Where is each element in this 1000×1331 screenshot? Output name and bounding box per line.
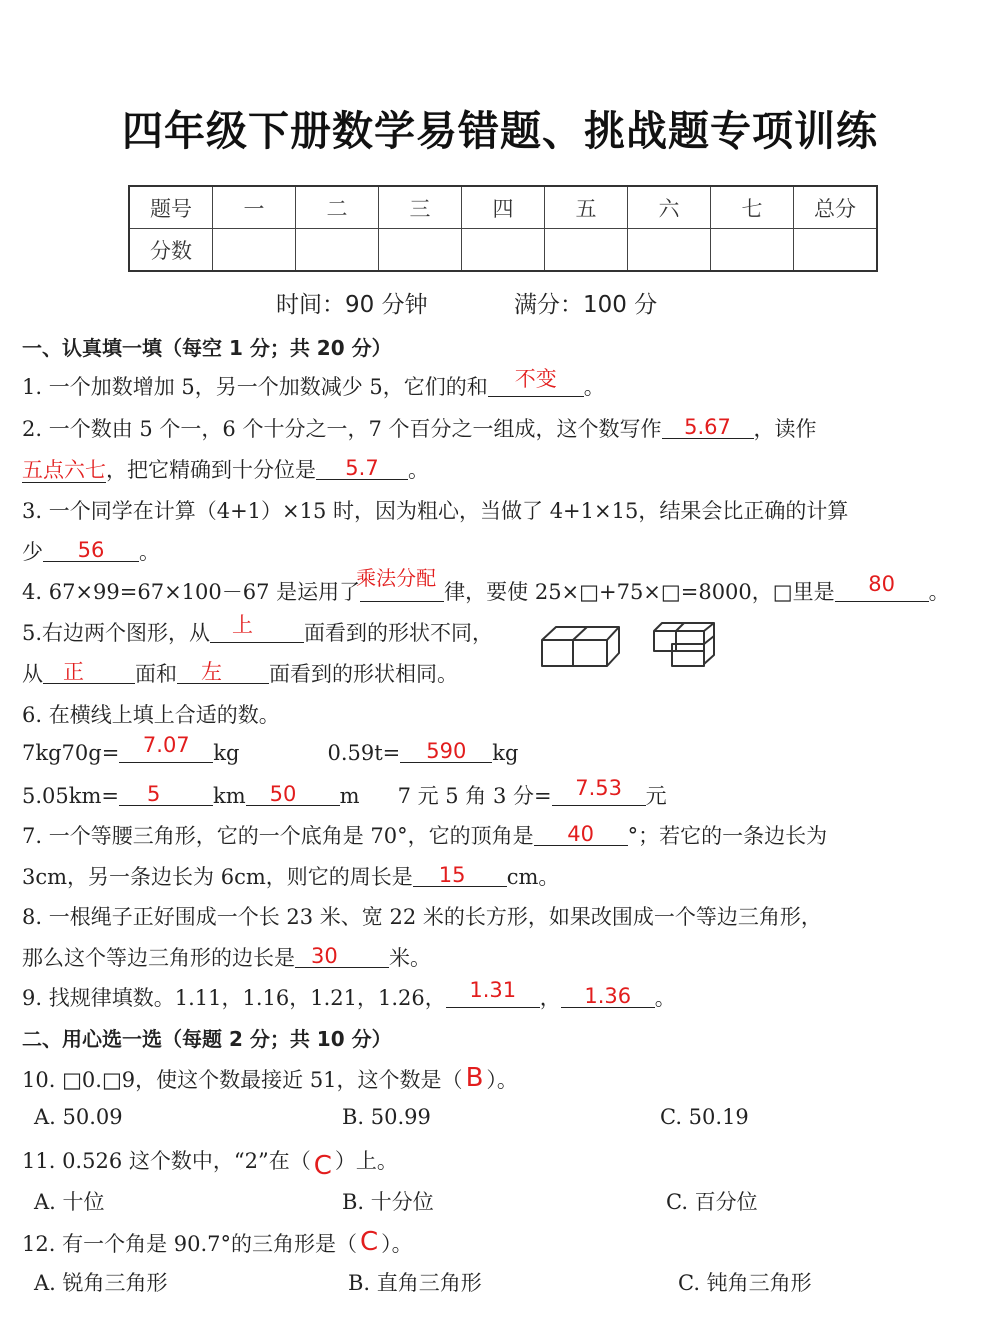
score-header-cell: 四 — [462, 186, 545, 229]
question-text: 7 元 5 角 3 分= — [397, 784, 552, 808]
score-table-score-row — [129, 229, 877, 272]
question-text: 0.59t= — [327, 741, 401, 765]
answer-blank[interactable] — [561, 985, 655, 1008]
score-header-cell: 题号 — [129, 186, 213, 229]
question-text: 4. 67×99=67×100－67 是运用了 — [22, 580, 361, 604]
handwritten-answer: 5.7 — [345, 456, 379, 480]
unit-label: 元 — [645, 784, 667, 808]
option-c[interactable]: C. 钝角三角形 — [678, 1271, 812, 1295]
question-7-line-1 — [22, 820, 827, 850]
answer-blank[interactable] — [210, 613, 304, 643]
question-text: 那么这个等边三角形的边长是 — [22, 946, 295, 970]
score-cell[interactable] — [379, 229, 462, 272]
question-text: 7. 一个等腰三角形，它的一个底角是 70°，它的顶角是 — [22, 824, 534, 848]
option-b[interactable]: B. 50.99 — [342, 1105, 431, 1129]
section-2-heading: 二、用心选一选（每题 2 分；共 10 分） — [22, 1027, 392, 1051]
answer-blank[interactable] — [316, 457, 408, 480]
handwritten-answer: 1.36 — [584, 984, 632, 1008]
handwritten-answer: 上 — [232, 613, 254, 637]
question-text: 1. 一个加数增加 5，另一个加数减少 5，它们的和 — [22, 375, 488, 399]
option-c[interactable]: C. 百分位 — [666, 1190, 758, 1214]
option-c[interactable]: C. 50.19 — [660, 1105, 749, 1129]
question-text: 。 — [654, 986, 676, 1010]
question-6-row-1 — [22, 733, 519, 765]
option-a[interactable]: A. 十位 — [34, 1190, 105, 1214]
answer-blank[interactable] — [119, 783, 213, 806]
question-text: ）。 — [486, 1068, 518, 1092]
question-text: 面看到的形状不同， — [304, 621, 494, 645]
answer-blank[interactable] — [488, 367, 584, 397]
answer-blank[interactable] — [534, 823, 628, 846]
score-header-cell: 五 — [545, 186, 628, 229]
score-cell[interactable] — [545, 229, 628, 272]
answer-blank[interactable] — [295, 945, 389, 968]
handwritten-answer[interactable]: C — [360, 1227, 379, 1257]
question-6-row-2 — [22, 776, 667, 810]
question-text: 9. 找规律填数。1.11，1.16，1.21，1.26， — [22, 986, 446, 1010]
score-cell[interactable] — [462, 229, 545, 272]
answer-blank[interactable] — [400, 740, 492, 763]
answer-blank[interactable] — [446, 978, 540, 1008]
question-7-line-2 — [22, 861, 559, 891]
option-b[interactable]: B. 直角三角形 — [348, 1271, 482, 1295]
question-2-line-2 — [22, 454, 429, 484]
handwritten-answer: 40 — [567, 822, 594, 846]
answer-blank[interactable] — [835, 572, 929, 602]
handwritten-answer: 56 — [77, 538, 105, 562]
option-b[interactable]: B. 十分位 — [342, 1190, 434, 1214]
question-text: 。 — [408, 458, 429, 482]
handwritten-answer: 15 — [438, 863, 466, 887]
score-table — [128, 185, 878, 272]
question-9 — [22, 978, 676, 1012]
question-text: 面看到的形状相同。 — [269, 662, 458, 686]
question-1 — [22, 367, 605, 401]
question-text: 2. 一个数由 5 个一，6 个十分之一，7 个百分之一组成，这个数写作 — [22, 417, 662, 441]
answer-blank[interactable] — [356, 566, 444, 602]
question-6-instruction: 6. 在横线上填上合适的数。 — [22, 703, 280, 727]
question-text: 。 — [583, 375, 605, 399]
question-text: 8. 一根绳子正好围成一个长 23 米、宽 22 米的长方形，如果改围成一个等边三角形， — [22, 905, 822, 929]
handwritten-answer: 80 — [868, 572, 895, 596]
handwritten-answer: 5 — [147, 782, 161, 806]
question-text: 12. 有一个角是 90.7°的三角形是（ — [22, 1232, 358, 1256]
question-text: 5.05km= — [22, 784, 119, 808]
unit-label: kg — [492, 741, 519, 765]
question-text: 3cm，另一条边长为 6cm，则它的周长是 — [22, 865, 413, 889]
unit-label: km — [213, 784, 246, 808]
score-header-cell: 三 — [379, 186, 462, 229]
question-text: 律，要使 25×□+75×□=8000，□里是 — [444, 580, 835, 604]
section-1-heading: 一、认真填一填（每空 1 分；共 20 分） — [22, 336, 392, 360]
answer-blank[interactable] — [552, 776, 646, 806]
score-header-cell: 二 — [296, 186, 379, 229]
question-5-line-2 — [22, 658, 458, 688]
question-text: 少 — [22, 540, 43, 564]
exam-full-score: 满分：100 分 — [514, 292, 658, 318]
question-text: 3. 一个同学在计算（4+1）×15 时，因为粗心，当做了 4+1×15，结果会比正确的计算 — [22, 499, 849, 523]
handwritten-answer: 590 — [426, 739, 467, 763]
answer-blank[interactable] — [43, 661, 135, 684]
handwritten-answer: 1.31 — [469, 978, 517, 1002]
question-text: cm。 — [506, 865, 560, 889]
question-text: ）上。 — [334, 1149, 398, 1173]
answer-blank[interactable] — [177, 661, 269, 684]
handwritten-answer[interactable]: 五点六七 — [22, 458, 106, 482]
cube-figures-illustration — [538, 618, 723, 672]
question-text: ，把它精确到十分位是 — [106, 458, 316, 482]
page-title: 四年级下册数学易错题、挑战题专项训练 — [122, 107, 878, 155]
score-cell[interactable] — [711, 229, 794, 272]
question-12 — [22, 1227, 413, 1258]
handwritten-answer: 正 — [63, 660, 84, 684]
answer-blank[interactable] — [43, 539, 139, 562]
score-cell[interactable] — [628, 229, 711, 272]
question-3-line-1 — [22, 495, 848, 525]
option-a[interactable]: A. 50.09 — [34, 1105, 123, 1129]
question-text: ，读作 — [753, 417, 817, 441]
question-11 — [22, 1145, 398, 1181]
handwritten-answer[interactable]: C — [313, 1151, 332, 1181]
exam-time: 时间：90 分钟 — [276, 292, 428, 318]
question-text: 。 — [928, 580, 950, 604]
handwritten-answer: 乘法分配 — [356, 566, 437, 590]
answer-blank[interactable] — [413, 864, 507, 887]
unit-label: kg — [213, 741, 240, 765]
question-text: 10. □0.□9，使这个数最接近 51，这个数是（ — [22, 1068, 463, 1092]
question-8-line-2 — [22, 942, 431, 972]
question-text: °；若它的一条边长为 — [627, 824, 828, 848]
score-header-cell: 七 — [711, 186, 794, 229]
answer-blank[interactable] — [246, 783, 340, 806]
score-header-cell: 一 — [213, 186, 296, 229]
score-cell[interactable] — [213, 229, 296, 272]
question-text: 从 — [22, 662, 43, 686]
handwritten-answer: 7.07 — [142, 733, 190, 757]
handwritten-answer: 不变 — [514, 367, 557, 391]
answer-blank[interactable] — [119, 733, 213, 763]
question-4 — [22, 566, 950, 606]
handwritten-answer[interactable]: B — [465, 1063, 484, 1093]
score-table-header-row — [129, 186, 877, 229]
score-header-cell: 六 — [628, 186, 711, 229]
question-2-line-1 — [22, 413, 817, 443]
score-header-cell: 总分 — [794, 186, 878, 229]
question-text: 面和 — [135, 662, 177, 686]
question-text: 5.右边两个图形，从 — [22, 621, 211, 645]
handwritten-answer: 7.53 — [575, 776, 622, 800]
question-text: 米。 — [389, 946, 431, 970]
question-5-line-1 — [22, 613, 494, 647]
score-cell[interactable] — [794, 229, 878, 272]
question-text: 。 — [139, 540, 160, 564]
separator-comma: ， — [539, 986, 561, 1010]
question-text: 7kg70g= — [22, 741, 120, 765]
question-10 — [22, 1063, 518, 1094]
handwritten-answer: 左 — [201, 660, 222, 684]
handwritten-answer: 50 — [269, 782, 297, 806]
handwritten-answer: 5.67 — [684, 415, 731, 439]
question-8-line-1 — [22, 901, 822, 931]
question-text: ）。 — [381, 1232, 413, 1256]
score-row-label: 分数 — [129, 229, 213, 272]
answer-blank[interactable] — [662, 416, 754, 439]
option-a[interactable]: A. 锐角三角形 — [34, 1271, 168, 1295]
question-3-line-2 — [22, 536, 160, 566]
unit-label: m — [339, 784, 360, 808]
score-cell[interactable] — [296, 229, 379, 272]
question-text: 11. 0.526 这个数中，“2”在（ — [22, 1149, 311, 1173]
handwritten-answer: 30 — [311, 944, 338, 968]
